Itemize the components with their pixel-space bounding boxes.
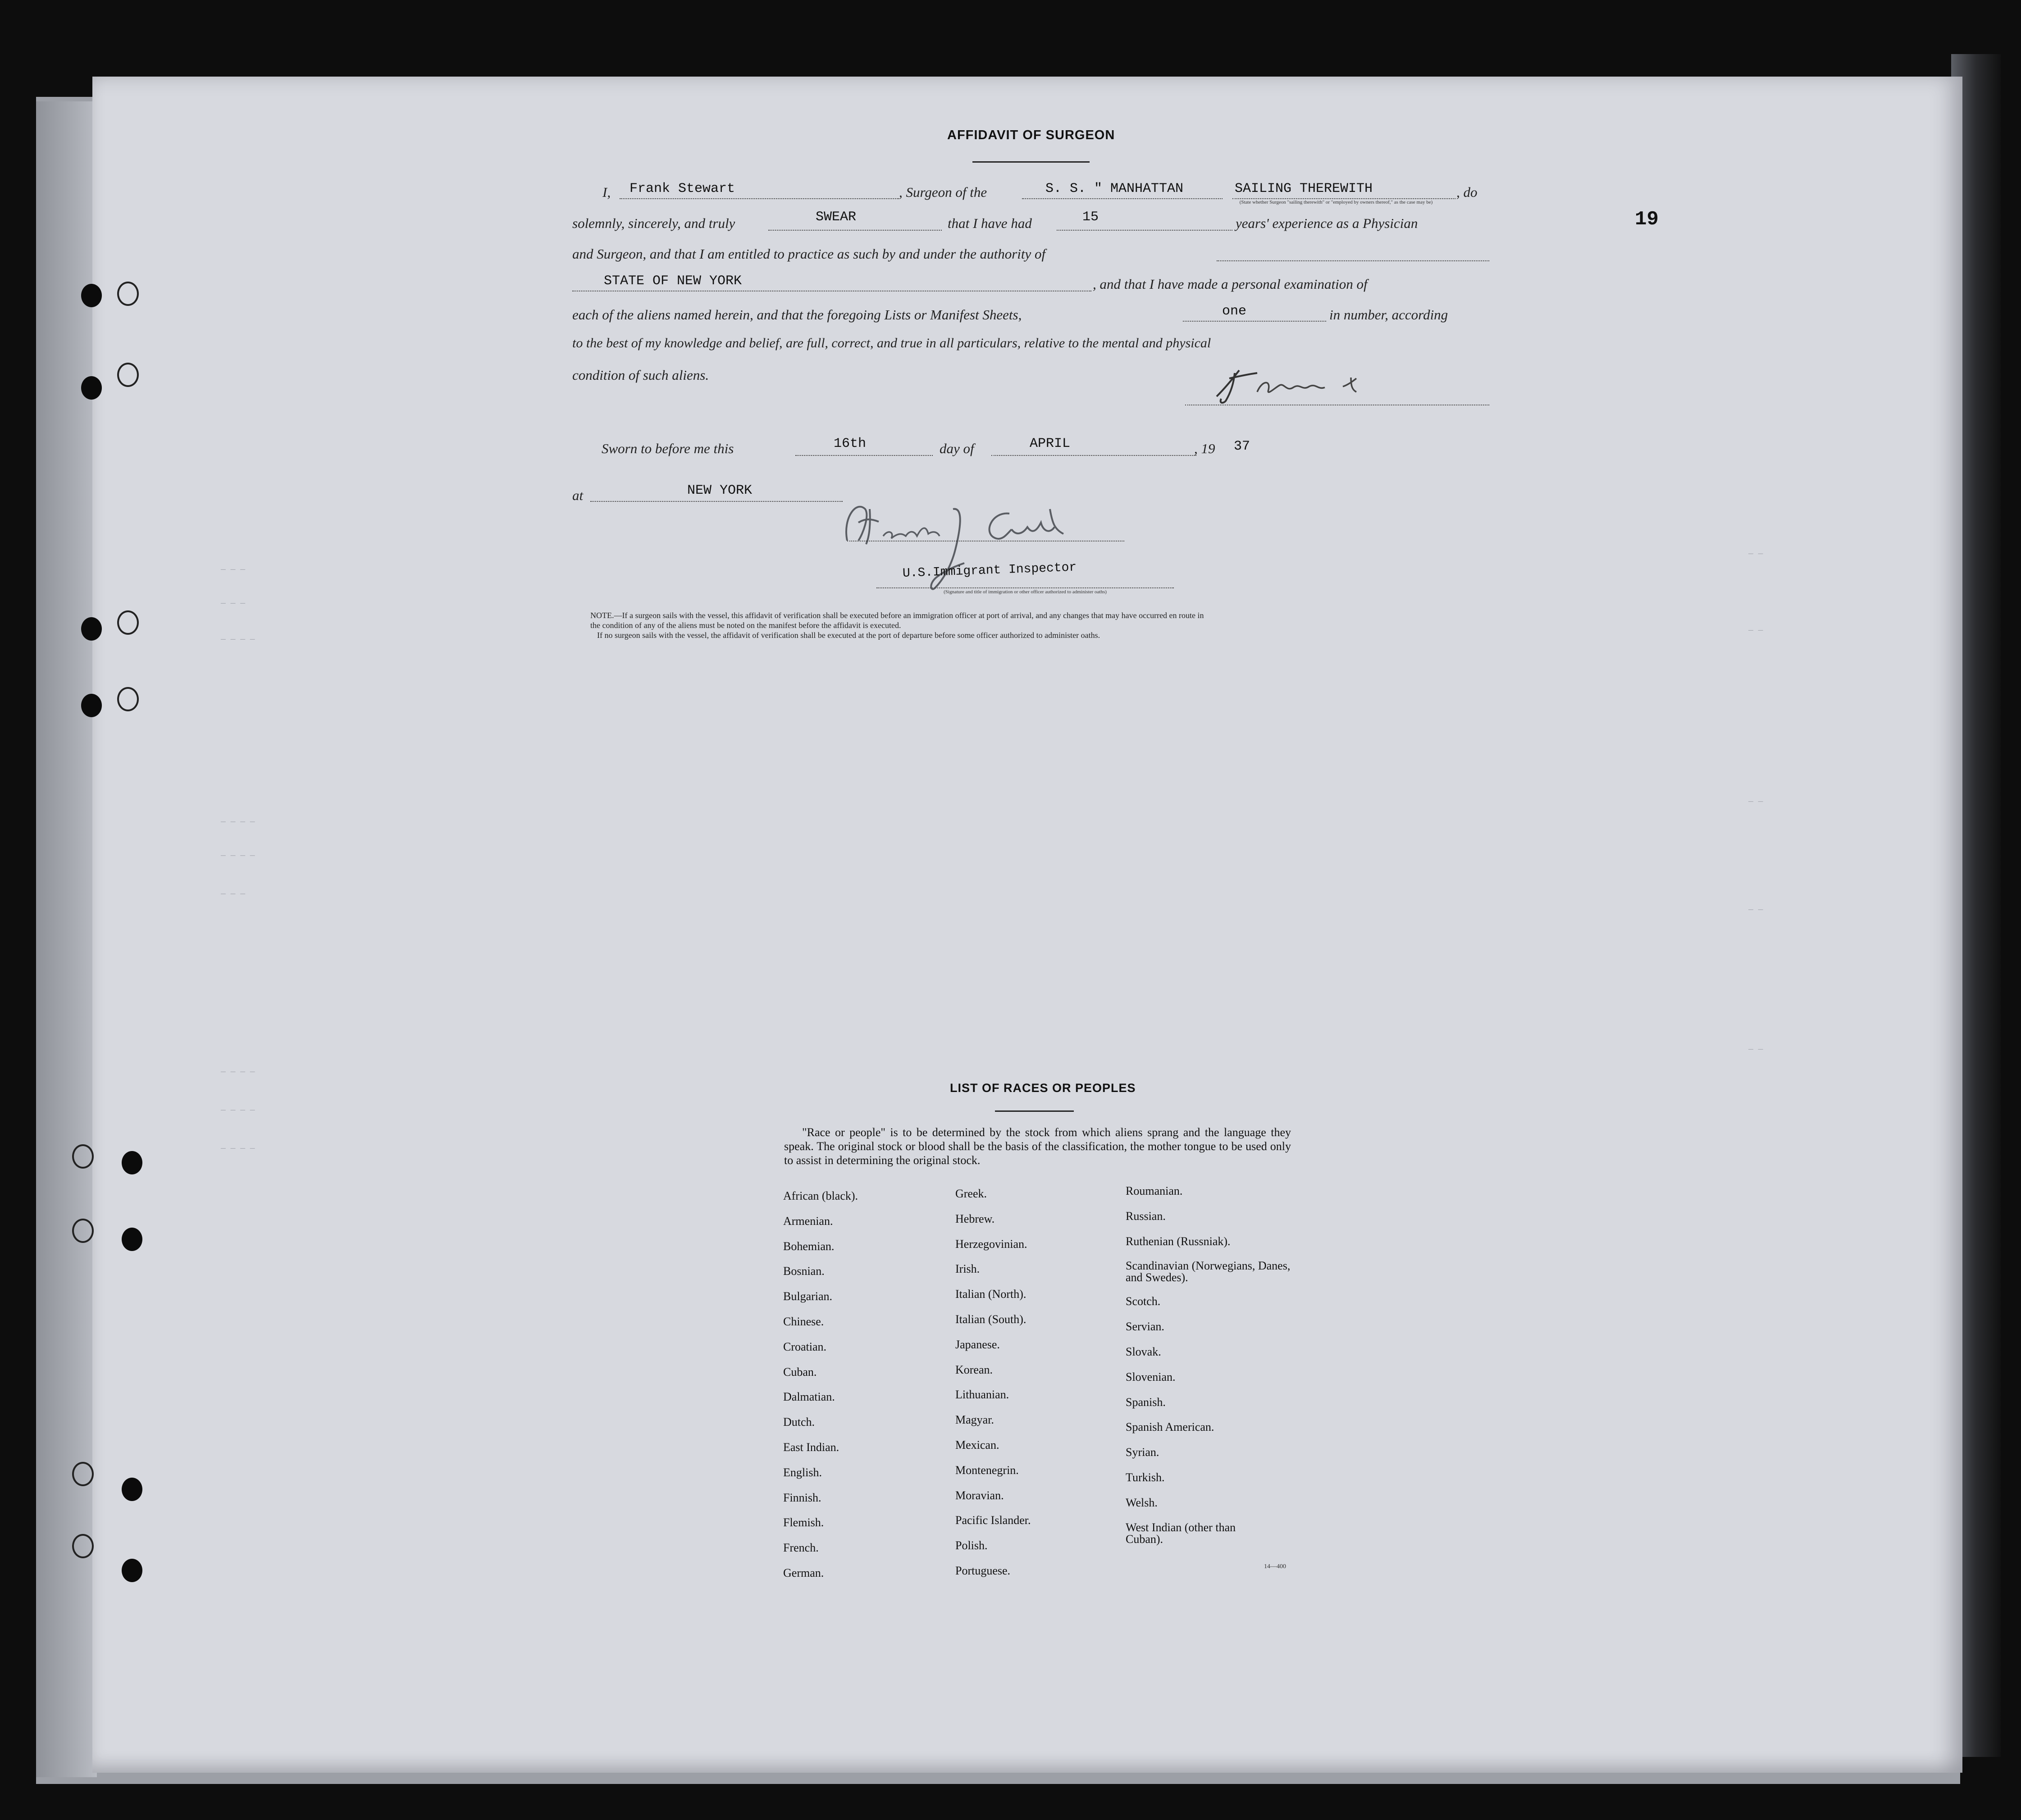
affidavit-line-1-end: , do xyxy=(1456,184,1478,200)
officer-title-line xyxy=(876,587,1174,588)
note-line-2: the condition of any of the aliens must be noted on the manifest before the affidavit is executed. xyxy=(590,621,901,630)
race-item: Chinese. xyxy=(783,1315,824,1328)
race-item: Bulgarian. xyxy=(783,1290,833,1303)
binder-hole xyxy=(117,687,139,711)
race-item: Scotch. xyxy=(1126,1295,1161,1308)
race-item: Moravian. xyxy=(955,1488,1004,1502)
at-label: at xyxy=(572,487,584,503)
binder-hole xyxy=(117,363,139,387)
binder-hole xyxy=(122,1151,142,1174)
race-item: Bohemian. xyxy=(783,1239,835,1253)
races-title-rule xyxy=(995,1110,1074,1112)
binder-hole xyxy=(72,1534,94,1558)
race-item: Finnish. xyxy=(783,1491,821,1504)
races-column-3 xyxy=(1126,1185,1297,1549)
race-item: Scandinavian (Norwegians, Danes, and Swedes). xyxy=(1126,1259,1291,1284)
note-line-3: If no surgeon sails with the vessel, the affidavit of verification shall be executed at the port of departure before some officer authorized to administer oaths. xyxy=(597,631,1100,640)
affidavit-line-3: and Surgeon, and that I am entitled to practice as such by and under the authority of xyxy=(572,246,1046,262)
day-line xyxy=(795,455,933,456)
race-item: Irish. xyxy=(955,1262,980,1276)
race-item: Roumanian. xyxy=(1126,1184,1183,1197)
binder-hole xyxy=(72,1462,94,1486)
bleed-through-mark: — — — — xyxy=(221,1144,255,1153)
binder-hole xyxy=(117,282,139,306)
oath-field: SWEAR xyxy=(816,209,857,225)
sworn-prefix: Sworn to before me this xyxy=(602,441,734,456)
race-item: Armenian. xyxy=(783,1214,833,1228)
authority-field: STATE OF NEW YORK xyxy=(604,273,742,289)
race-item: Cuban. xyxy=(783,1365,817,1379)
affidavit-line-5-end: in number, according xyxy=(1329,307,1448,323)
place-field: NEW YORK xyxy=(687,483,753,498)
race-item: Servian. xyxy=(1126,1320,1164,1333)
race-item: Pacific Islander. xyxy=(955,1514,1031,1527)
race-item: Hebrew. xyxy=(955,1212,995,1225)
title-rule xyxy=(972,161,1090,163)
sheets-line xyxy=(1183,321,1326,322)
race-item: Herzegovinian. xyxy=(955,1237,1027,1251)
authority-line-top xyxy=(1217,260,1489,261)
surgeon-signature xyxy=(1208,360,1388,410)
race-item: West Indian (other than Cuban). xyxy=(1126,1520,1236,1546)
form-code: 14—400 xyxy=(1264,1563,1286,1570)
race-item: Turkish. xyxy=(1126,1470,1165,1484)
race-item: Italian (North). xyxy=(955,1288,1026,1301)
race-item: Croatian. xyxy=(783,1340,827,1353)
race-item: Ruthenian (Russniak). xyxy=(1126,1234,1231,1248)
race-item: French. xyxy=(783,1541,819,1555)
race-item: Syrian. xyxy=(1126,1446,1159,1459)
races-title: LIST OF RACES OR PEOPLES xyxy=(950,1081,1136,1095)
race-item: Montenegrin. xyxy=(955,1463,1019,1477)
officer-title-field: U.S.Immigrant Inspector xyxy=(902,560,1077,581)
surgeon-name-line xyxy=(620,198,899,199)
affidavit-title: AFFIDAVIT OF SURGEON xyxy=(947,128,1115,142)
bleed-through-mark: — — xyxy=(1748,797,1763,806)
bleed-through-mark: — — — xyxy=(221,565,246,574)
surgeon-name-field: Frank Stewart xyxy=(630,181,735,196)
race-item: Italian (South). xyxy=(955,1312,1026,1326)
affidavit-line-2-mid: that I have had xyxy=(948,215,1032,231)
binder-hole xyxy=(72,1144,94,1169)
affidavit-line-1-mid: , Surgeon of the xyxy=(899,184,987,200)
race-item: Greek. xyxy=(955,1187,987,1200)
affidavit-line-6: to the best of my knowledge and belief, are full, correct, and true in all particulars, relative to the mental and physical xyxy=(572,336,1211,350)
bleed-through-mark: — — xyxy=(1748,905,1763,915)
race-item: Bosnian. xyxy=(783,1265,825,1278)
races-column-1 xyxy=(783,1190,858,1592)
race-item: Korean. xyxy=(955,1363,993,1376)
binder-hole xyxy=(117,610,139,635)
affidavit-line-5-start: each of the aliens named herein, and that the foregoing Lists or Manifest Sheets, xyxy=(572,307,1022,323)
affidavit-line-2-end: years' experience as a Physician xyxy=(1236,215,1418,231)
affidavit-line-1-prefix: I, xyxy=(602,184,611,200)
bleed-through-mark: — — — — xyxy=(221,635,255,644)
race-item: Slovak. xyxy=(1126,1345,1161,1358)
binder-hole xyxy=(72,1219,94,1243)
binder-hole xyxy=(81,617,102,641)
race-item: German. xyxy=(783,1566,824,1579)
years-field: 15 xyxy=(1082,209,1099,225)
sheets-field: one xyxy=(1222,304,1247,319)
bleed-through-mark: — — xyxy=(1748,1045,1763,1054)
officer-title-note: (Signature and title of immigration or other officer authorized to administer oaths) xyxy=(944,589,1107,595)
affidavit-line-7: condition of such aliens. xyxy=(572,367,709,383)
sailing-instruction-note: (State whether Surgeon "sailing therewith" or "employed by owners thereof," as the case may be) xyxy=(1239,200,1433,205)
binder-hole xyxy=(122,1478,142,1501)
races-column-2 xyxy=(955,1188,1031,1590)
binder-hole xyxy=(81,376,102,400)
race-item: Magyar. xyxy=(955,1413,994,1427)
race-item: African (black). xyxy=(783,1189,858,1202)
bleed-through-mark: — — — — xyxy=(221,851,255,860)
race-item: Dalmatian. xyxy=(783,1390,835,1404)
bleed-through-mark: — — xyxy=(1748,626,1763,635)
races-intro-paragraph: "Race or people" is to be determined by the stock from which aliens sprang and the language they speak. The original stock or blood shall be the basis of the classification, the mother tongue to be used only to assist in determining the original stock. xyxy=(784,1126,1291,1167)
bleed-through-mark: — — xyxy=(1748,550,1763,559)
bleed-through-mark: — — — xyxy=(221,890,246,899)
race-item: Lithuanian. xyxy=(955,1388,1009,1401)
race-item: English. xyxy=(783,1465,822,1479)
bleed-through-mark: — — — — xyxy=(221,1068,255,1077)
race-item: Russian. xyxy=(1126,1209,1166,1223)
binder-hole xyxy=(122,1559,142,1582)
bleed-through-mark: — — — — xyxy=(221,818,255,827)
bleed-through-mark: — — — xyxy=(221,599,246,608)
race-item: Japanese. xyxy=(955,1338,1000,1351)
oath-line xyxy=(768,230,942,231)
race-item: Dutch. xyxy=(783,1415,815,1429)
day-of-label: day of xyxy=(940,441,974,456)
inspector-signature xyxy=(838,491,1090,595)
race-item: Welsh. xyxy=(1126,1496,1158,1509)
race-item: Portuguese. xyxy=(955,1564,1011,1577)
place-line xyxy=(590,501,843,502)
binder-hole xyxy=(122,1228,142,1251)
race-item: East Indian. xyxy=(783,1440,839,1454)
binder-hole xyxy=(81,284,102,307)
binding-strip xyxy=(36,101,97,1777)
race-item: Slovenian. xyxy=(1126,1370,1176,1383)
years-line xyxy=(1057,230,1232,231)
race-item: Mexican. xyxy=(955,1438,999,1451)
race-item: Spanish. xyxy=(1126,1395,1166,1409)
page-number: 19 xyxy=(1635,208,1659,231)
day-field: 16th xyxy=(834,436,867,451)
affidavit-line-2-start: solemnly, sincerely, and truly xyxy=(572,215,735,231)
race-item: Flemish. xyxy=(783,1516,824,1529)
note-line-1: NOTE.—If a surgeon sails with the vessel, this affidavit of verification shall be executed before an immigration officer at port of arrival, and any changes that may have occurred en route in xyxy=(590,611,1204,620)
month-field: APRIL xyxy=(1030,436,1071,451)
race-item: Polish. xyxy=(955,1539,988,1552)
year-prefix: , 19 xyxy=(1194,441,1215,456)
affidavit-line-4-end: , and that I have made a personal examination of xyxy=(1093,276,1368,292)
vessel-field: S. S. " MANHATTAN xyxy=(1045,181,1184,196)
year-field: 37 xyxy=(1234,439,1250,454)
month-line xyxy=(991,455,1196,456)
sailing-line xyxy=(1232,198,1455,199)
sailing-status-field: SAILING THEREWITH xyxy=(1235,181,1373,196)
race-item: Spanish American. xyxy=(1126,1420,1214,1434)
bleed-through-mark: — — — — xyxy=(221,1106,255,1115)
binder-hole xyxy=(81,694,102,717)
vessel-line xyxy=(1022,198,1223,199)
